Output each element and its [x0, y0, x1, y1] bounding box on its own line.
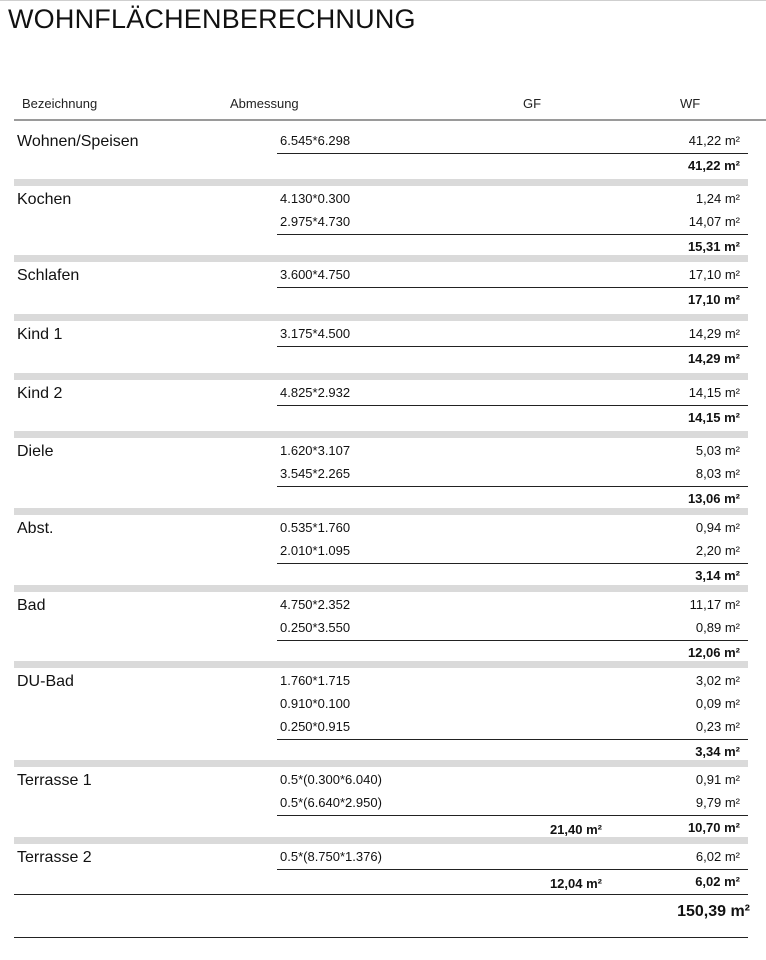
wf-value: 0,09 m² — [695, 696, 740, 711]
subtotal-rule — [277, 815, 748, 816]
dimension-value: 3.545*2.265 — [280, 466, 351, 481]
subtotal-rule — [277, 869, 748, 870]
dimension-value: 0.535*1.760 — [280, 520, 351, 535]
header-gf: GF — [523, 96, 542, 111]
wf-subtotal: 41,22 m² — [687, 158, 740, 173]
wf-subtotal: 10,70 m² — [687, 820, 740, 835]
room-name: Kind 1 — [17, 326, 63, 343]
wf-value: 1,24 m² — [695, 191, 740, 206]
section-separator — [14, 661, 748, 668]
dimension-value: 2.010*1.095 — [280, 543, 351, 558]
dimension-value: 4.130*0.300 — [280, 191, 351, 206]
wf-subtotal: 14,29 m² — [687, 351, 740, 366]
subtotal-rule — [277, 234, 748, 235]
grand-total-rule — [14, 894, 748, 895]
wf-subtotal: 13,06 m² — [687, 491, 740, 506]
subtotal-rule — [277, 563, 748, 564]
room-section — [0, 314, 766, 380]
section-separator — [14, 431, 748, 438]
room-name: Diele — [17, 443, 54, 460]
wf-value: 14,07 m² — [688, 214, 740, 229]
room-name: Schlafen — [17, 267, 80, 284]
dimension-value: 4.750*2.352 — [280, 597, 351, 612]
section-separator — [14, 508, 748, 515]
dimension-value: 0.910*0.100 — [280, 696, 351, 711]
wf-value: 0,91 m² — [695, 772, 740, 787]
subtotal-rule — [277, 405, 748, 406]
room-name: Wohnen/Speisen — [17, 133, 139, 150]
wf-value: 0,89 m² — [695, 620, 740, 635]
room-name: Abst. — [17, 520, 54, 537]
wf-value: 5,03 m² — [695, 443, 740, 458]
wf-value: 11,17 m² — [689, 597, 740, 612]
room-section — [0, 508, 766, 597]
dimension-value: 0.250*0.915 — [280, 719, 351, 734]
room-section — [0, 431, 766, 520]
room-name: Terrasse 1 — [17, 772, 92, 789]
section-separator — [14, 373, 748, 380]
wf-value: 14,15 m² — [688, 385, 740, 400]
header-bezeichnung: Bezeichnung — [22, 96, 98, 111]
dimension-value: 4.825*2.932 — [280, 385, 351, 400]
header-abmessung: Abmessung — [230, 96, 299, 111]
room-name: Bad — [17, 597, 46, 614]
wf-value: 17,10 m² — [688, 267, 740, 282]
dimension-value: 1.620*3.107 — [280, 443, 351, 458]
room-name: Terrasse 2 — [17, 849, 92, 866]
room-name: DU-Bad — [17, 673, 74, 690]
section-separator — [14, 837, 748, 844]
wf-value: 9,79 m² — [695, 795, 740, 810]
room-section — [0, 121, 766, 187]
dimension-value: 0.5*(8.750*1.376) — [280, 849, 382, 864]
wf-subtotal: 15,31 m² — [687, 239, 740, 254]
room-section — [0, 661, 766, 773]
dimension-value: 6.545*6.298 — [280, 133, 351, 148]
wf-subtotal: 3,14 m² — [695, 568, 740, 583]
subtotal-rule — [277, 153, 748, 154]
room-name: Kochen — [17, 191, 72, 208]
wf-value: 41,22 m² — [688, 133, 740, 148]
wf-subtotal: 14,15 m² — [687, 410, 740, 425]
bottom-rule — [14, 937, 748, 938]
room-section — [0, 255, 766, 321]
gf-subtotal: 21,40 m² — [549, 822, 602, 837]
document-title: WOHNFLÄCHENBERECHNUNG — [8, 4, 416, 34]
dimension-value: 2.975*4.730 — [280, 214, 351, 229]
section-separator — [14, 760, 748, 767]
wf-subtotal: 17,10 m² — [687, 292, 740, 307]
wf-value: 0,23 m² — [695, 719, 740, 734]
header-wf: WF — [680, 96, 701, 111]
wf-value: 6,02 m² — [695, 849, 740, 864]
wf-subtotal: 3,34 m² — [695, 744, 740, 759]
subtotal-rule — [277, 346, 748, 347]
section-separator — [14, 585, 748, 592]
wf-value: 14,29 m² — [688, 326, 740, 341]
room-section — [0, 760, 766, 849]
subtotal-rule — [277, 640, 748, 641]
room-name: Kind 2 — [17, 385, 63, 402]
gf-subtotal: 12,04 m² — [549, 876, 602, 891]
room-section — [0, 373, 766, 439]
wf-value: 8,03 m² — [695, 466, 740, 481]
dimension-value: 3.600*4.750 — [280, 267, 351, 282]
wf-subtotal: 12,06 m² — [687, 645, 740, 660]
section-separator — [14, 179, 748, 186]
wf-value: 0,94 m² — [695, 520, 740, 535]
section-separator — [14, 255, 748, 262]
dimension-value: 0.250*3.550 — [280, 620, 351, 635]
section-separator — [14, 314, 748, 321]
dimension-value: 1.760*1.715 — [280, 673, 351, 688]
subtotal-rule — [277, 486, 748, 487]
dimension-value: 0.5*(6.640*2.950) — [280, 795, 382, 810]
dimension-value: 3.175*4.500 — [280, 326, 351, 341]
dimension-value: 0.5*(0.300*6.040) — [280, 772, 382, 787]
wf-subtotal: 6,02 m² — [695, 874, 740, 889]
subtotal-rule — [277, 287, 748, 288]
wf-value: 3,02 m² — [695, 673, 740, 688]
top-border — [0, 0, 766, 1]
subtotal-rule — [277, 739, 748, 740]
wf-value: 2,20 m² — [695, 543, 740, 558]
grand-total: 150,39 m² — [677, 903, 750, 920]
